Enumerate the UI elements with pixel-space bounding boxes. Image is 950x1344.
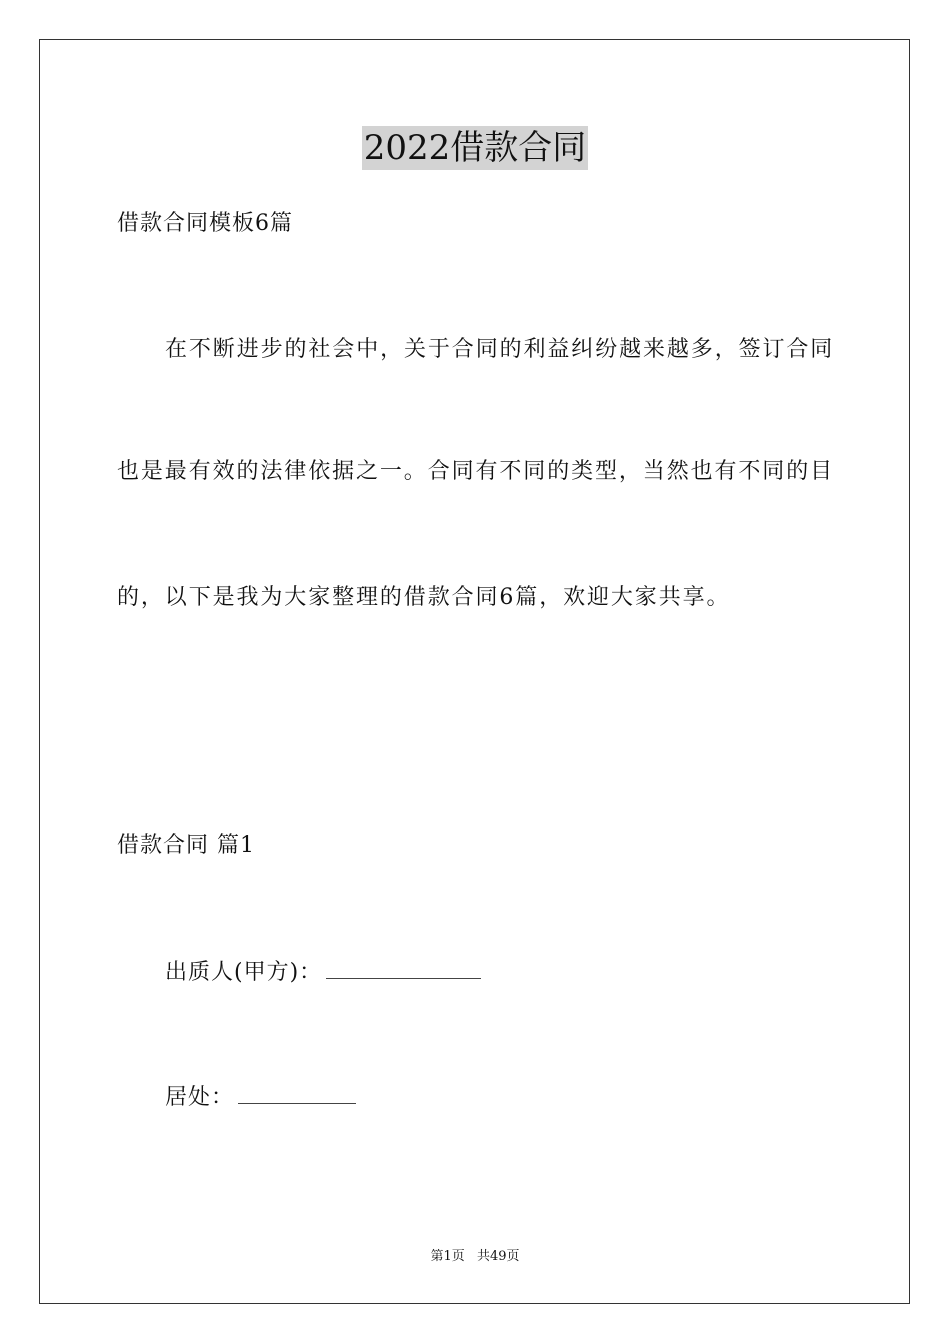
document-title: 2022借款合同 [363,128,587,168]
page-number: 第1页 [430,1249,465,1264]
pledgor-blank-line [326,956,481,979]
residence-blank-line [238,1081,356,1104]
section-heading: 借款合同 篇1 [117,833,255,858]
intro-line-3: 的，以下是我为大家整理的借款合同6篇，欢迎大家共享。 [117,585,731,610]
pledgor-field [165,956,481,988]
intro-line-2: 也是最有效的法律依据之一。合同有不同的类型，当然也有不同的目 [117,459,835,484]
title-wrap [0,126,950,170]
pledgor-label: 出质人(甲方)： [165,960,323,985]
residence-field [165,1081,356,1113]
document-subtitle: 借款合同模板6篇 [117,211,293,236]
residence-label: 居处： [165,1085,235,1110]
intro-line-1: 在不断进步的社会中，关于合同的利益纠纷越来越多，签订合同 [165,337,835,362]
page-footer [0,1248,950,1266]
page-total: 共49页 [476,1249,520,1264]
